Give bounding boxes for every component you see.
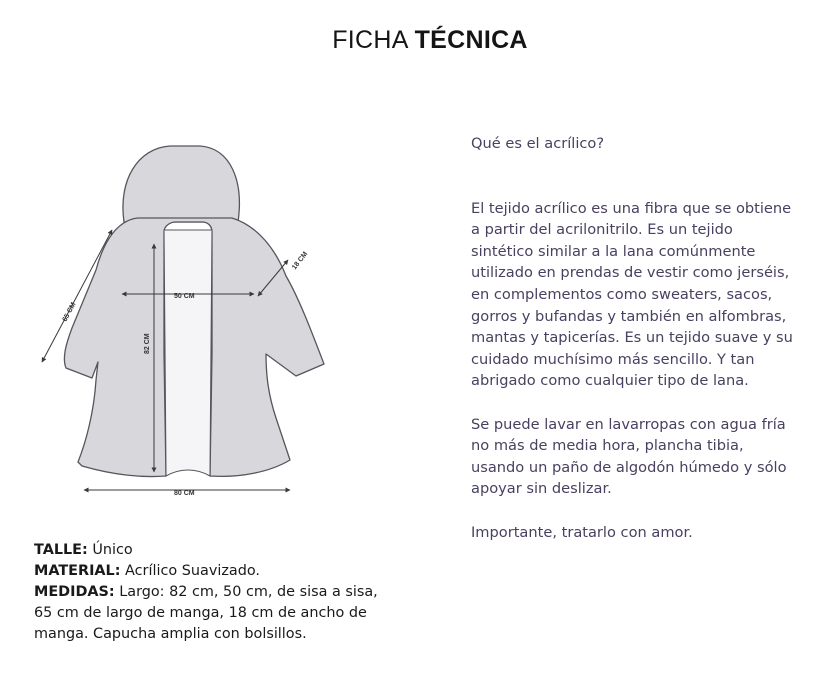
title-bold: TÉCNICA: [414, 26, 528, 54]
dim-label-sleeve-width: 18 CM: [291, 250, 310, 272]
paragraph-line: sintético similar a la lana comúnmente: [471, 242, 756, 260]
page-title: [0, 26, 828, 55]
spec-label: MATERIAL:: [34, 563, 121, 579]
garment-technical-drawing: [0, 130, 420, 510]
paragraph-care: [471, 414, 821, 500]
question-heading: Qué es el acrílico?: [471, 135, 605, 152]
spec-label: MEDIDAS:: [34, 584, 115, 600]
front-opening: [164, 230, 212, 476]
garment-svg: [0, 130, 420, 510]
dim-label-length: 82 CM: [144, 333, 151, 354]
spec-value: Largo: 82 cm, 50 cm, de sisa a sisa,: [114, 584, 378, 600]
title-regular: FICHA: [332, 26, 408, 54]
spec-value: Único: [87, 542, 133, 558]
spec-medidas-continued: 65 cm de largo de manga, 18 cm de ancho de: [34, 605, 367, 621]
paragraph-line: Se puede lavar en lavarropas con agua fría: [471, 415, 786, 433]
paragraph-definition: [471, 198, 821, 392]
spec-label: TALLE:: [34, 542, 88, 558]
hood: [123, 146, 239, 222]
spec-material: [34, 561, 394, 582]
spec-talle: [34, 540, 394, 561]
spec-medidas-continued: manga. Capucha amplia con bolsillos.: [34, 626, 307, 642]
paragraph-line: usando un paño de algodón húmedo y sólo: [471, 458, 787, 476]
paragraph-line: mantas y tapicerías. Es un tejido suave y su: [471, 329, 793, 347]
paragraph-line: utilizado en prendas de vestir como jerséis,: [471, 264, 790, 282]
dim-label-hem: 80 CM: [174, 490, 195, 497]
paragraph-line: El tejido acrílico es una fibra que se obtiene: [471, 199, 792, 217]
paragraph-line: abrigado como cualquier tipo de lana.: [471, 372, 749, 390]
spec-medidas: [34, 582, 394, 603]
paragraph-line: en complementos como sweaters, sacos,: [471, 285, 773, 303]
product-specs: [34, 540, 394, 645]
dim-label-chest: 50 CM: [174, 293, 195, 300]
paragraph-important: Importante, tratarlo con amor.: [471, 523, 693, 541]
spec-value: Acrílico Suavizado.: [120, 563, 260, 579]
paragraph-line: no más de media hora, plancha tibia,: [471, 437, 744, 455]
paragraph-line: a partir del acrilonitrilo. Es un tejido: [471, 221, 733, 239]
acrylic-description: [471, 133, 821, 543]
paragraph-line: apoyar sin deslizar.: [471, 480, 612, 498]
paragraph-line: gorros y bufandas y también en alfombras,: [471, 307, 787, 325]
paragraph-line: cuidado muchísimo más sencillo. Y tan: [471, 350, 755, 368]
dim-label-sleeve-length: 65 CM: [61, 301, 78, 323]
